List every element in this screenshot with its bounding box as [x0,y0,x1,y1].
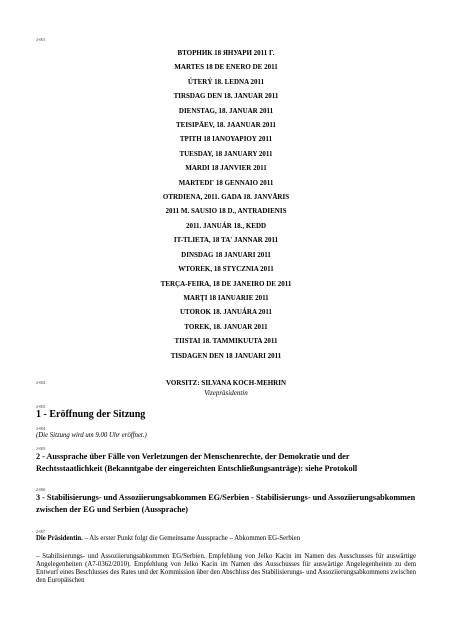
date-line: TIRSDAG DEN 18. JANUAR 2011 [173,92,279,101]
date-line: 2011. JANUÁR 18., KEDD [185,221,267,230]
item-marker: 2-006 [36,487,46,492]
opening-note: (Die Sitzung wird um 9.00 Uhr eröffnet.) [36,432,147,439]
date-line: ΤΡΙΤΗ 18 ΙΑΝΟΥΑΡΙΟΥ 2011 [179,135,273,144]
item-marker: 2-002 [36,380,46,385]
date-line: ВТОРНИК 18 ЯНУАРИ 2011 Г. [177,49,275,57]
item-marker: 2-005 [36,446,46,451]
section-heading-opening: 1 - Eröffnung der Sitzung [36,409,146,420]
date-line: UTOROK 18. JANUÁRA 2011 [179,308,273,317]
item-marker: 2-003 [36,404,46,409]
date-line: OTRDIENA, 2011. GADA 18. JANVĀRIS [162,193,290,202]
speaker-name: Die Präsidentin. [36,535,83,542]
speech-body: – Stabilisierungs- und Assoziierungsabkommen EG/Serbien. Empfehlung von Jelko Kacin im Namen des Ausschusses für auswärtige Angelegenheiten (A7-0362/2010). Empfehlung von Jelko Kacin im Namen des Ausschusses für auswärtige Angelegenheiten zu dem Entwurf eines Beschlusses des Rates und der Kommission über den Abschluss des Stabilisierungs- und Assoziierungsabkommens zwischen den Europäischen [36,553,417,584]
date-line: IT-TLIETA, 18 TA' JANNAR 2011 [173,236,279,245]
date-line: TEISIPÄEV, 18. JAANUAR 2011 [175,121,277,130]
date-line: TISDAGEN DEN 18 JANUARI 2011 [170,351,282,360]
item-marker: 2-007 [36,529,46,534]
date-line: DINSDAG 18 JANUARI 2011 [181,250,271,259]
date-line: TUESDAY, 18 JANUARY 2011 [179,149,273,158]
speech-first-line: – Als erster Punkt folgt die Gemeinsame Aussprache – Abkommen EG-Serbien [82,535,301,542]
date-line: 2011 M. SAUSIO 18 D., ANTRADIENIS [165,207,287,216]
item-marker: 2-004 [36,426,46,431]
item-marker: 2-001 [36,37,46,42]
chair-heading: VORSITZ: SILVANA KOCH-MEHRIN [165,379,287,387]
date-line: ÚTERÝ 18. LEDNA 2011 [187,77,265,86]
chair-role: Vizepräsidentin [204,389,248,397]
section-heading-human-rights: 2 - Aussprache über Fälle von Verletzungen der Menschenrechte, der Demokratie und der Rechtsstaatlichkeit (Bekanntgabe der eingereichten Entschließungsanträge): siehe Protokoll [36,452,358,473]
speech-intro [36,535,416,543]
date-line: TERÇA-FEIRA, 18 DE JANEIRO DE 2011 [160,279,292,288]
date-line: MARŢI 18 IANUARIE 2011 [183,293,269,302]
section-heading-serbia: 3 - Stabilisierungs- und Assoziierungsabkommen EG/Serbien - Stabilisierungs- und Assoziierungsabkommen zwischen der EG und Serbien (Aussprache) [36,493,416,514]
date-line: DIENSTAG, 18. JANUAR 2011 [178,106,274,115]
date-list [0,46,452,363]
date-line: MARTES 18 DE ENERO DE 2011 [174,63,278,72]
date-line: MARTEDI' 18 GENNAIO 2011 [178,178,274,187]
date-line: WTOREK, 18 STYCZNIA 2011 [178,265,274,274]
date-line: MARDI 18 JANVIER 2011 [185,164,267,173]
date-line: TOREK, 18. JANUAR 2011 [184,322,268,331]
date-line: TIISTAI 18. TAMMIKUUTA 2011 [174,337,278,346]
